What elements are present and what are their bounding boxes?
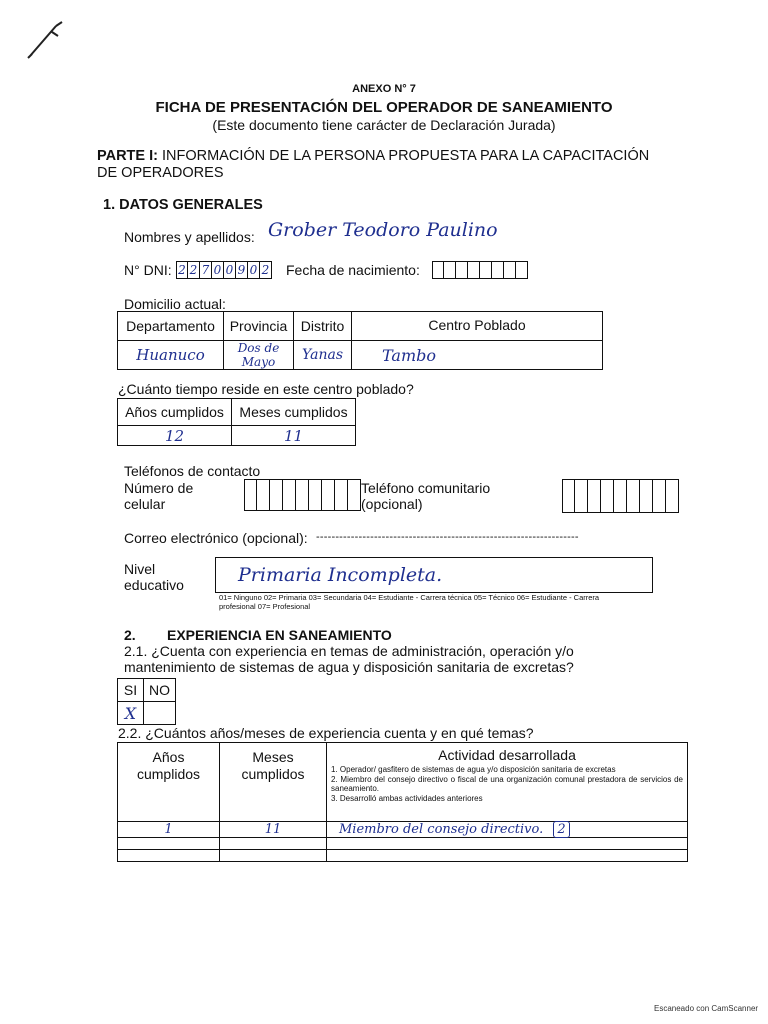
dni-digit: 0	[212, 261, 224, 279]
birth-date-boxes[interactable]	[432, 261, 528, 279]
exp-row-activity-text: Miembro del consejo directivo.	[339, 822, 544, 837]
community-phone-box	[627, 479, 640, 513]
community-label-line1: Teléfono comunitario	[361, 480, 491, 496]
dni-digit: 2	[260, 261, 272, 279]
question-2-1	[124, 643, 574, 675]
annex-number: ANEXO N° 7	[352, 83, 416, 95]
part1-heading-line2: DE OPERADORES	[97, 165, 224, 181]
cell-phone-box	[309, 479, 322, 511]
part1-label: PARTE I:	[97, 148, 158, 164]
name-label: Nombres y apellidos:	[124, 229, 255, 245]
domicile-header: Distrito	[294, 312, 352, 341]
education-label-line2: educativo	[124, 577, 184, 593]
education-box[interactable]	[215, 557, 653, 593]
education-legend-line1: 01= Ninguno 02= Primaria 03= Secundaria 04= Estudiante - Carrera técnica 05= Técnico 06= Estudiante - Carrera	[219, 593, 600, 602]
community-label-line2: (opcional)	[361, 496, 423, 512]
si-label: SI	[118, 679, 144, 702]
education-legend-line2: profesional 07= Profesional	[219, 602, 311, 611]
community-phone-label	[361, 480, 490, 512]
cell-label	[124, 480, 193, 512]
domicile-label: Domicilio actual:	[124, 296, 226, 312]
activity-note-1: 1. Operador/ gasfitero de sistemas de agua y/o disposición sanitaria de excretas	[331, 765, 616, 774]
activity-title: Actividad desarrollada	[438, 747, 576, 763]
form-subtitle: (Este documento tiene carácter de Declaración Jurada)	[212, 117, 556, 133]
exp-header-months-line2: cumplidos	[241, 766, 305, 782]
cell-phone-box	[257, 479, 270, 511]
part1-heading	[97, 148, 649, 182]
community-phone-box	[601, 479, 614, 513]
activity-note-3: 3. Desarrolló ambas actividades anteriores	[331, 793, 483, 803]
exp-empty-cell[interactable]	[220, 850, 327, 862]
exp-empty-cell[interactable]	[220, 838, 327, 850]
question-2-2: 2.2. ¿Cuántos años/meses de experiencia cuenta y en qué temas?	[118, 725, 534, 741]
exp-header-months	[220, 743, 327, 822]
birth-box	[444, 261, 456, 279]
cell-phone-box	[244, 479, 257, 511]
cell-phone-box	[283, 479, 296, 511]
community-phone-box	[666, 479, 679, 513]
residence-header: Meses cumplidos	[232, 399, 356, 426]
cell-phone-box	[322, 479, 335, 511]
part1-heading-line1: INFORMACIÓN DE LA PERSONA PROPUESTA PARA LA CAPACITACIÓN	[161, 148, 650, 164]
section1-title: 1. DATOS GENERALES	[103, 197, 263, 213]
dni-digit: 7	[200, 261, 212, 279]
exp-row-activity[interactable]	[327, 822, 688, 838]
education-label	[124, 561, 184, 593]
department-value[interactable]: Huanuco	[118, 341, 224, 370]
birth-box	[504, 261, 516, 279]
birth-box	[456, 261, 468, 279]
community-phone-boxes[interactable]	[562, 479, 679, 513]
cell-label-line2: celular	[124, 496, 166, 512]
email-label: Correo electrónico (opcional):	[124, 530, 308, 546]
birth-box	[468, 261, 480, 279]
community-phone-box	[588, 479, 601, 513]
dni-digit: 0	[248, 261, 260, 279]
exp-header-years-line1: Años	[152, 749, 185, 765]
dni-boxes[interactable]	[176, 261, 272, 279]
si-no-table	[117, 678, 176, 725]
cell-label-line1: Número de	[124, 480, 194, 496]
question-2-1-line1: 2.1. ¿Cuenta con experiencia en temas de administración, operación y/o	[124, 643, 574, 659]
exp-header-activity	[327, 743, 688, 822]
dni-digit: 2	[176, 261, 188, 279]
section2-number: 2.	[124, 627, 136, 643]
years-value[interactable]: 12	[118, 426, 232, 446]
birth-box	[516, 261, 528, 279]
cell-phone-boxes[interactable]	[244, 479, 361, 511]
exp-header-years-line2: cumplidos	[136, 766, 201, 782]
name-value[interactable]: Grober Teodoro Paulino	[268, 219, 498, 241]
question-2-1-line2: mantenimiento de sistemas de agua y disposición sanitaria de excretas?	[124, 659, 574, 675]
email-field[interactable]: --------------------------------------------------------------------	[316, 531, 579, 543]
community-phone-box	[562, 479, 575, 513]
cell-phone-box	[348, 479, 361, 511]
birth-box	[480, 261, 492, 279]
domicile-header: Centro Poblado	[352, 312, 603, 341]
domicile-header: Departamento	[118, 312, 224, 341]
dni-digit: 9	[236, 261, 248, 279]
center-value[interactable]: Tambo	[352, 341, 603, 370]
community-phone-box	[575, 479, 588, 513]
form-title: FICHA DE PRESENTACIÓN DEL OPERADOR DE SANEAMIENTO	[155, 99, 613, 116]
exp-row-activity-code: 2	[553, 821, 569, 838]
dni-digit: 2	[188, 261, 200, 279]
no-checkbox[interactable]	[144, 702, 176, 725]
scanner-watermark: Escaneado con CamScanner	[654, 1004, 759, 1013]
education-legend	[219, 593, 659, 611]
dni-digit: 0	[224, 261, 236, 279]
cell-phone-box	[335, 479, 348, 511]
residence-table	[117, 398, 356, 446]
si-checkbox[interactable]: X	[118, 702, 144, 725]
exp-header-months-line1: Meses	[252, 749, 294, 765]
birth-box	[492, 261, 504, 279]
birth-label: Fecha de nacimiento:	[286, 262, 420, 278]
experience-table	[117, 742, 688, 862]
district-value[interactable]: Yanas	[294, 341, 352, 370]
exp-empty-cell[interactable]	[327, 850, 688, 862]
exp-row-years[interactable]: 1	[118, 822, 220, 838]
activity-note-2: 2. Miembro del consejo directivo o fiscal de una organización comunal prestadora de servicios de saneamiento.	[331, 774, 683, 793]
residence-header: Años cumplidos	[118, 399, 232, 426]
province-value[interactable]: Dos de Mayo	[224, 341, 294, 370]
exp-empty-cell[interactable]	[327, 838, 688, 850]
section2-title: EXPERIENCIA EN SANEAMIENTO	[167, 627, 392, 643]
phones-label: Teléfonos de contacto	[124, 463, 261, 479]
months-value[interactable]: 11	[232, 426, 356, 446]
exp-empty-cell[interactable]	[118, 838, 220, 850]
education-value: Primaria Incompleta.	[238, 564, 443, 586]
no-label: NO	[144, 679, 176, 702]
community-phone-box	[653, 479, 666, 513]
education-label-line1: Nivel	[124, 561, 156, 577]
birth-box	[432, 261, 444, 279]
cell-phone-box	[296, 479, 309, 511]
exp-header-years	[118, 743, 220, 822]
pen-scribble	[22, 14, 72, 64]
domicile-header: Provincia	[224, 312, 294, 341]
exp-row-months[interactable]: 11	[220, 822, 327, 838]
community-phone-box	[640, 479, 653, 513]
exp-empty-cell[interactable]	[118, 850, 220, 862]
cell-phone-box	[270, 479, 283, 511]
community-phone-box	[614, 479, 627, 513]
dni-label: N° DNI:	[124, 262, 172, 278]
domicile-table	[117, 311, 603, 370]
residence-question: ¿Cuánto tiempo reside en este centro poblado?	[118, 381, 414, 397]
